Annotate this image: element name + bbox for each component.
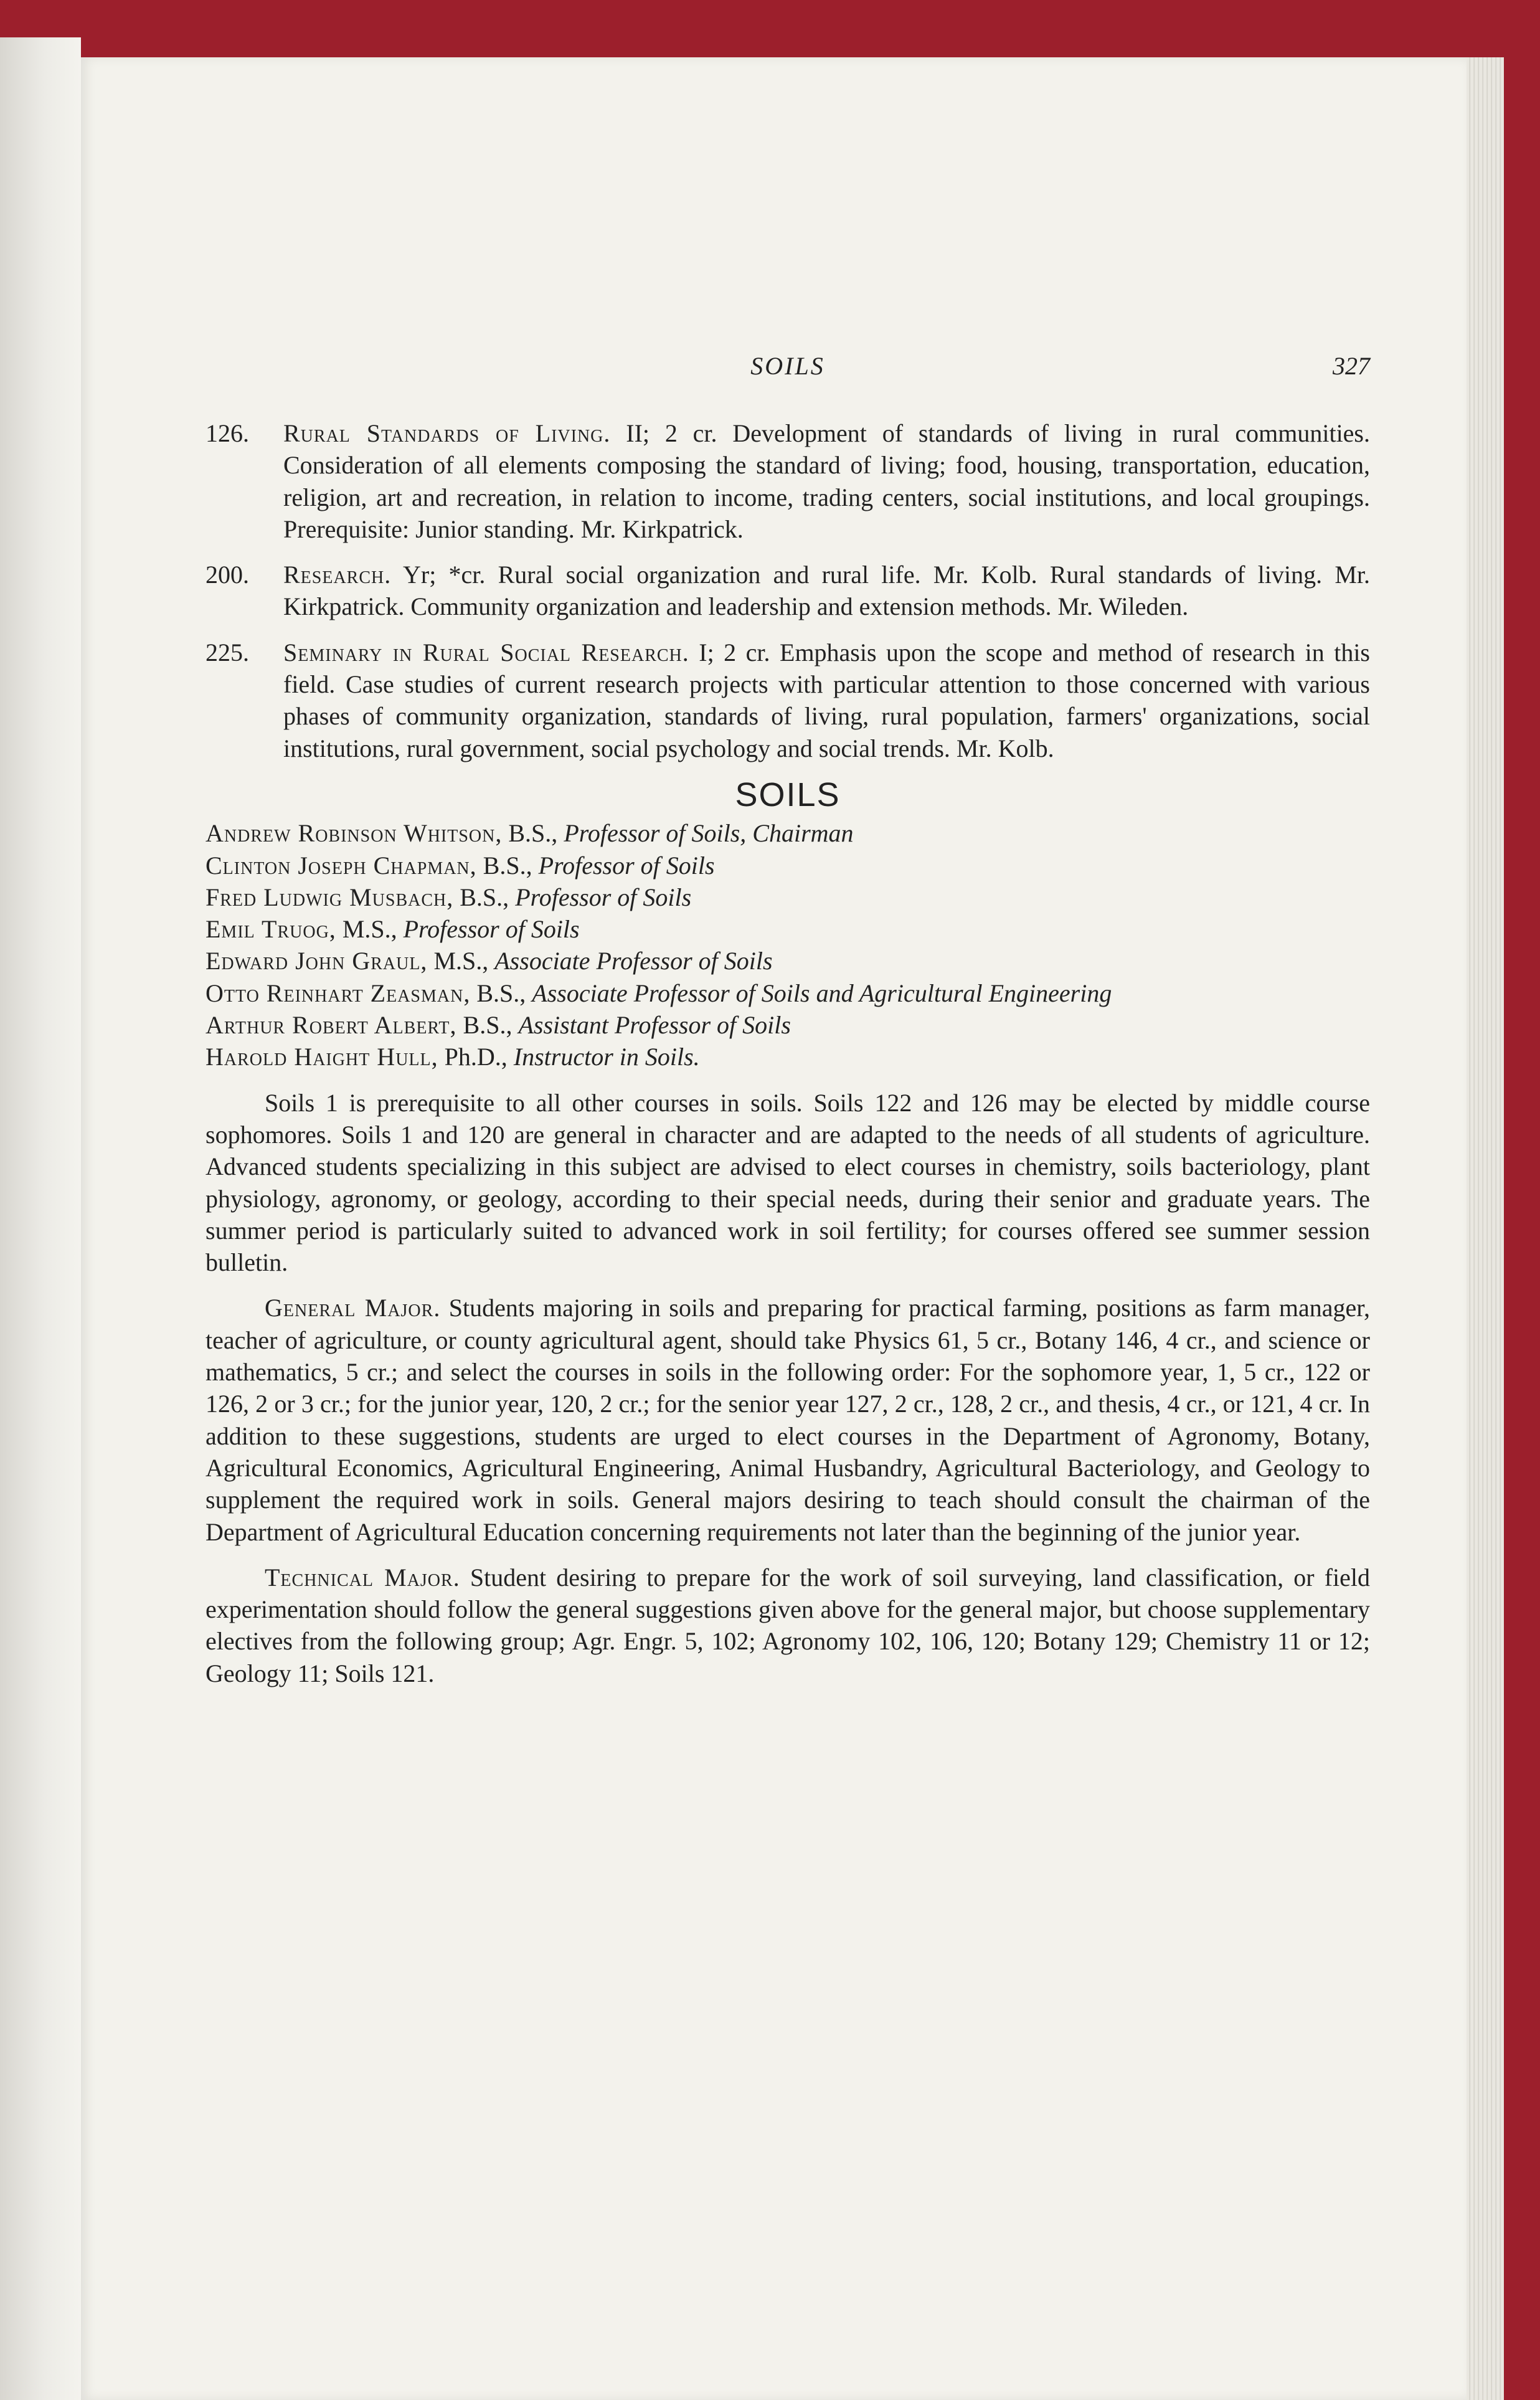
faculty-name: Arthur Robert Albert, xyxy=(205,1011,457,1040)
general-major-paragraph xyxy=(205,1292,1370,1547)
faculty-name: Andrew Robinson Whitson, xyxy=(205,819,503,848)
faculty-member xyxy=(205,817,1370,849)
faculty-degree: B.S., xyxy=(483,851,532,880)
technical-major-heading: Technical Major. xyxy=(265,1563,460,1591)
faculty-degree: M.S., xyxy=(342,915,397,944)
faculty-title: Professor of Soils xyxy=(403,915,580,944)
running-title: SOILS xyxy=(750,352,825,380)
course-entry-126 xyxy=(205,417,1370,545)
page-stack-edge xyxy=(1467,57,1504,2400)
faculty-member xyxy=(205,881,1370,913)
course-entry-200 xyxy=(205,559,1370,623)
faculty-title: Instructor in Soils. xyxy=(513,1043,700,1071)
faculty-name: Emil Truog, xyxy=(205,915,336,944)
page-number: 327 xyxy=(1333,352,1370,380)
course-number: 225. xyxy=(205,638,249,666)
faculty-member xyxy=(205,1041,1370,1073)
course-number: 200. xyxy=(205,561,249,589)
course-entry-225 xyxy=(205,637,1370,764)
faculty-member xyxy=(205,1009,1370,1041)
faculty-name: Harold Haight Hull, xyxy=(205,1043,438,1071)
general-major-heading: General Major. xyxy=(265,1294,441,1322)
faculty-title: Professor of Soils, Chairman xyxy=(564,819,854,848)
faculty-member xyxy=(205,977,1370,1009)
faculty-title: Associate Professor of Soils xyxy=(494,947,773,975)
faculty-degree: B.S., xyxy=(508,819,558,848)
course-number: 126. xyxy=(205,419,249,447)
faculty-degree: M.S., xyxy=(433,947,489,975)
faculty-degree: B.S., xyxy=(463,1011,513,1040)
faculty-member xyxy=(205,850,1370,881)
faculty-name: Otto Reinhart Zeasman, xyxy=(205,979,471,1007)
faculty-degree: B.S., xyxy=(460,883,509,911)
technical-major-paragraph xyxy=(205,1562,1370,1689)
faculty-title: Assistant Professor of Soils xyxy=(518,1011,791,1040)
general-major-text: Students majoring in soils and preparing for practical farming, positions as farm manager, teacher of agriculture, or county agricultural agent, should take Physics 61, 5 cr., Botany 146, 4 cr., and science or mathematics, 5 cr.; and select the courses in soils in the following order: For the sophomore year, 1, 5 cr., 122 or 126, 2 or 3 cr.; for the junior year, 120, 2 cr.; for the senior year 127, 2 cr., 128, 2 cr., and thesis, 4 cr., or 121, 4 cr. In addition to these suggestions, students are urged to elect courses in the Department of Agronomy, Botany, Agricultural Economics, Agricultural Engineering, Animal Husbandry, Agricultural Bacteriology, and Geology to supplement the required work in soils. General majors desiring to teach should consult the chairman of the Department of Agricultural Education concerning requirements not later than the beginning of the junior year. xyxy=(205,1294,1370,1546)
faculty-list xyxy=(205,817,1370,1073)
faculty-name: Fred Ludwig Musbach, xyxy=(205,883,454,911)
running-head xyxy=(205,350,1370,387)
faculty-member xyxy=(205,945,1370,977)
course-name: Research. xyxy=(283,561,392,589)
intro-paragraph: Soils 1 is prerequisite to all other courses in soils. Soils 122 and 126 may be elected by middle course sophomores. Soils 1 and 120 are general in character and are adapted to the needs of all students of agriculture. Advanced students specializing in this subject are advised to elect courses in chemistry, soils bacteriology, plant physiology, agronomy, or geology, according to their special needs, during their senior and graduate years. The summer period is particularly suited to advanced work in soil fertility; for courses offered see summer session bulletin. xyxy=(205,1088,1370,1277)
faculty-member xyxy=(205,913,1370,945)
technical-major-text: Student desiring to prepare for the work of soil surveying, land classification, or field experimentation should follow the general suggestions given above for the general major, but choose supplementary electives from the following group; Agr. Engr. 5, 102; Agronomy 102, 106, 120; Botany 129; Chemistry 11 or 12; Geology 11; Soils 121. xyxy=(205,1563,1371,1687)
course-description: I; 2 cr. Emphasis upon the scope and method of research in this field. Case studies of current research projects with particular attention to those concerned with various phases of community organization, standards of living, rural population, farmers' organizations, social institutions, rural government, social psychology and social trends. Mr. Kolb. xyxy=(283,638,1370,762)
faculty-name: Clinton Joseph Chapman, xyxy=(205,851,477,880)
course-description: Yr; *cr. Rural social organization and rural life. Mr. Kolb. Rural standards of living. Mr. Kirkpatrick. Community organization and leadership and extension methods. Mr. Wileden. xyxy=(283,561,1371,621)
book-page xyxy=(81,57,1467,2400)
course-name: Seminary in Rural Social Research. xyxy=(283,638,689,666)
faculty-degree: Ph.D., xyxy=(444,1043,508,1071)
page-content xyxy=(205,350,1370,1689)
facing-page-edge xyxy=(0,37,81,2400)
faculty-name: Edward John Graul, xyxy=(205,947,428,975)
section-title: SOILS xyxy=(735,775,841,813)
faculty-degree: B.S., xyxy=(476,979,526,1007)
faculty-title: Associate Professor of Soils and Agricultural Engineering xyxy=(532,979,1112,1007)
faculty-title: Professor of Soils xyxy=(515,883,692,911)
course-name: Rural Standards of Living. xyxy=(283,419,611,447)
faculty-title: Professor of Soils xyxy=(538,851,715,880)
course-description: II; 2 cr. Development of standards of living in rural communities. Consideration of all elements composing the standard of living; food, housing, transportation, education, religion, art and recreation, in relation to income, trading centers, social institutions, and local groupings. Prerequisite: Junior standing. Mr. Kirkpatrick. xyxy=(283,419,1371,543)
